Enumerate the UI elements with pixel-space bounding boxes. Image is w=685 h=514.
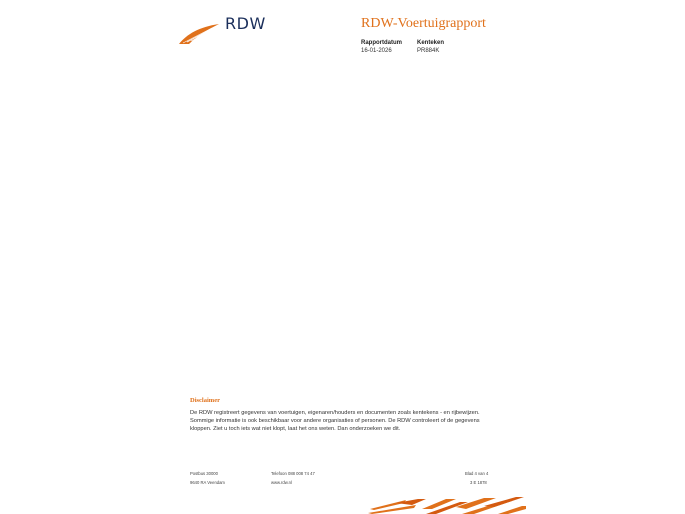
report-date-label: Rapportdatum: [361, 40, 402, 46]
rdw-wing-icon: [177, 22, 221, 46]
disclaimer-line: De RDW registreert gegevens van voertuigen, eigenaren/houders en documenten zoals kentekens - en rijbewijzen.: [190, 410, 480, 416]
decorative-stripes: [366, 497, 526, 514]
plate-block: [417, 39, 444, 55]
footer-code: 3 E 1878: [470, 480, 487, 485]
report-date-value: 16-01-2026: [361, 48, 392, 54]
page-title: RDW-Voertuigrapport: [361, 16, 486, 31]
disclaimer-line: Sommige informatie is ook beschikbaar voor andere organisaties of personen. De RDW controleert of de gegevens: [190, 418, 480, 425]
footer-page-number: Blad 4 van 4: [465, 471, 489, 476]
footer-website: www.rdw.nl: [271, 480, 292, 485]
rdw-logo: [177, 14, 267, 48]
plate-label: Kenteken: [417, 40, 445, 46]
plate-value: PR884K: [417, 48, 440, 54]
footer-phone: Telefoon 088 008 74 47: [271, 471, 315, 476]
logo-text: RDW: [225, 14, 266, 33]
disclaimer-title: Disclaimer: [190, 397, 220, 404]
footer-city: 9640 RA Veendam: [190, 480, 225, 485]
footer-postbox: Postbus 30000: [190, 471, 218, 476]
disclaimer-line: kloppen. Ziet u toch iets wat niet klopt, laat het ons weten. Dan onderzoeken we dit.: [190, 426, 401, 433]
disclaimer-body: [190, 409, 490, 434]
report-date-block: [361, 39, 402, 55]
